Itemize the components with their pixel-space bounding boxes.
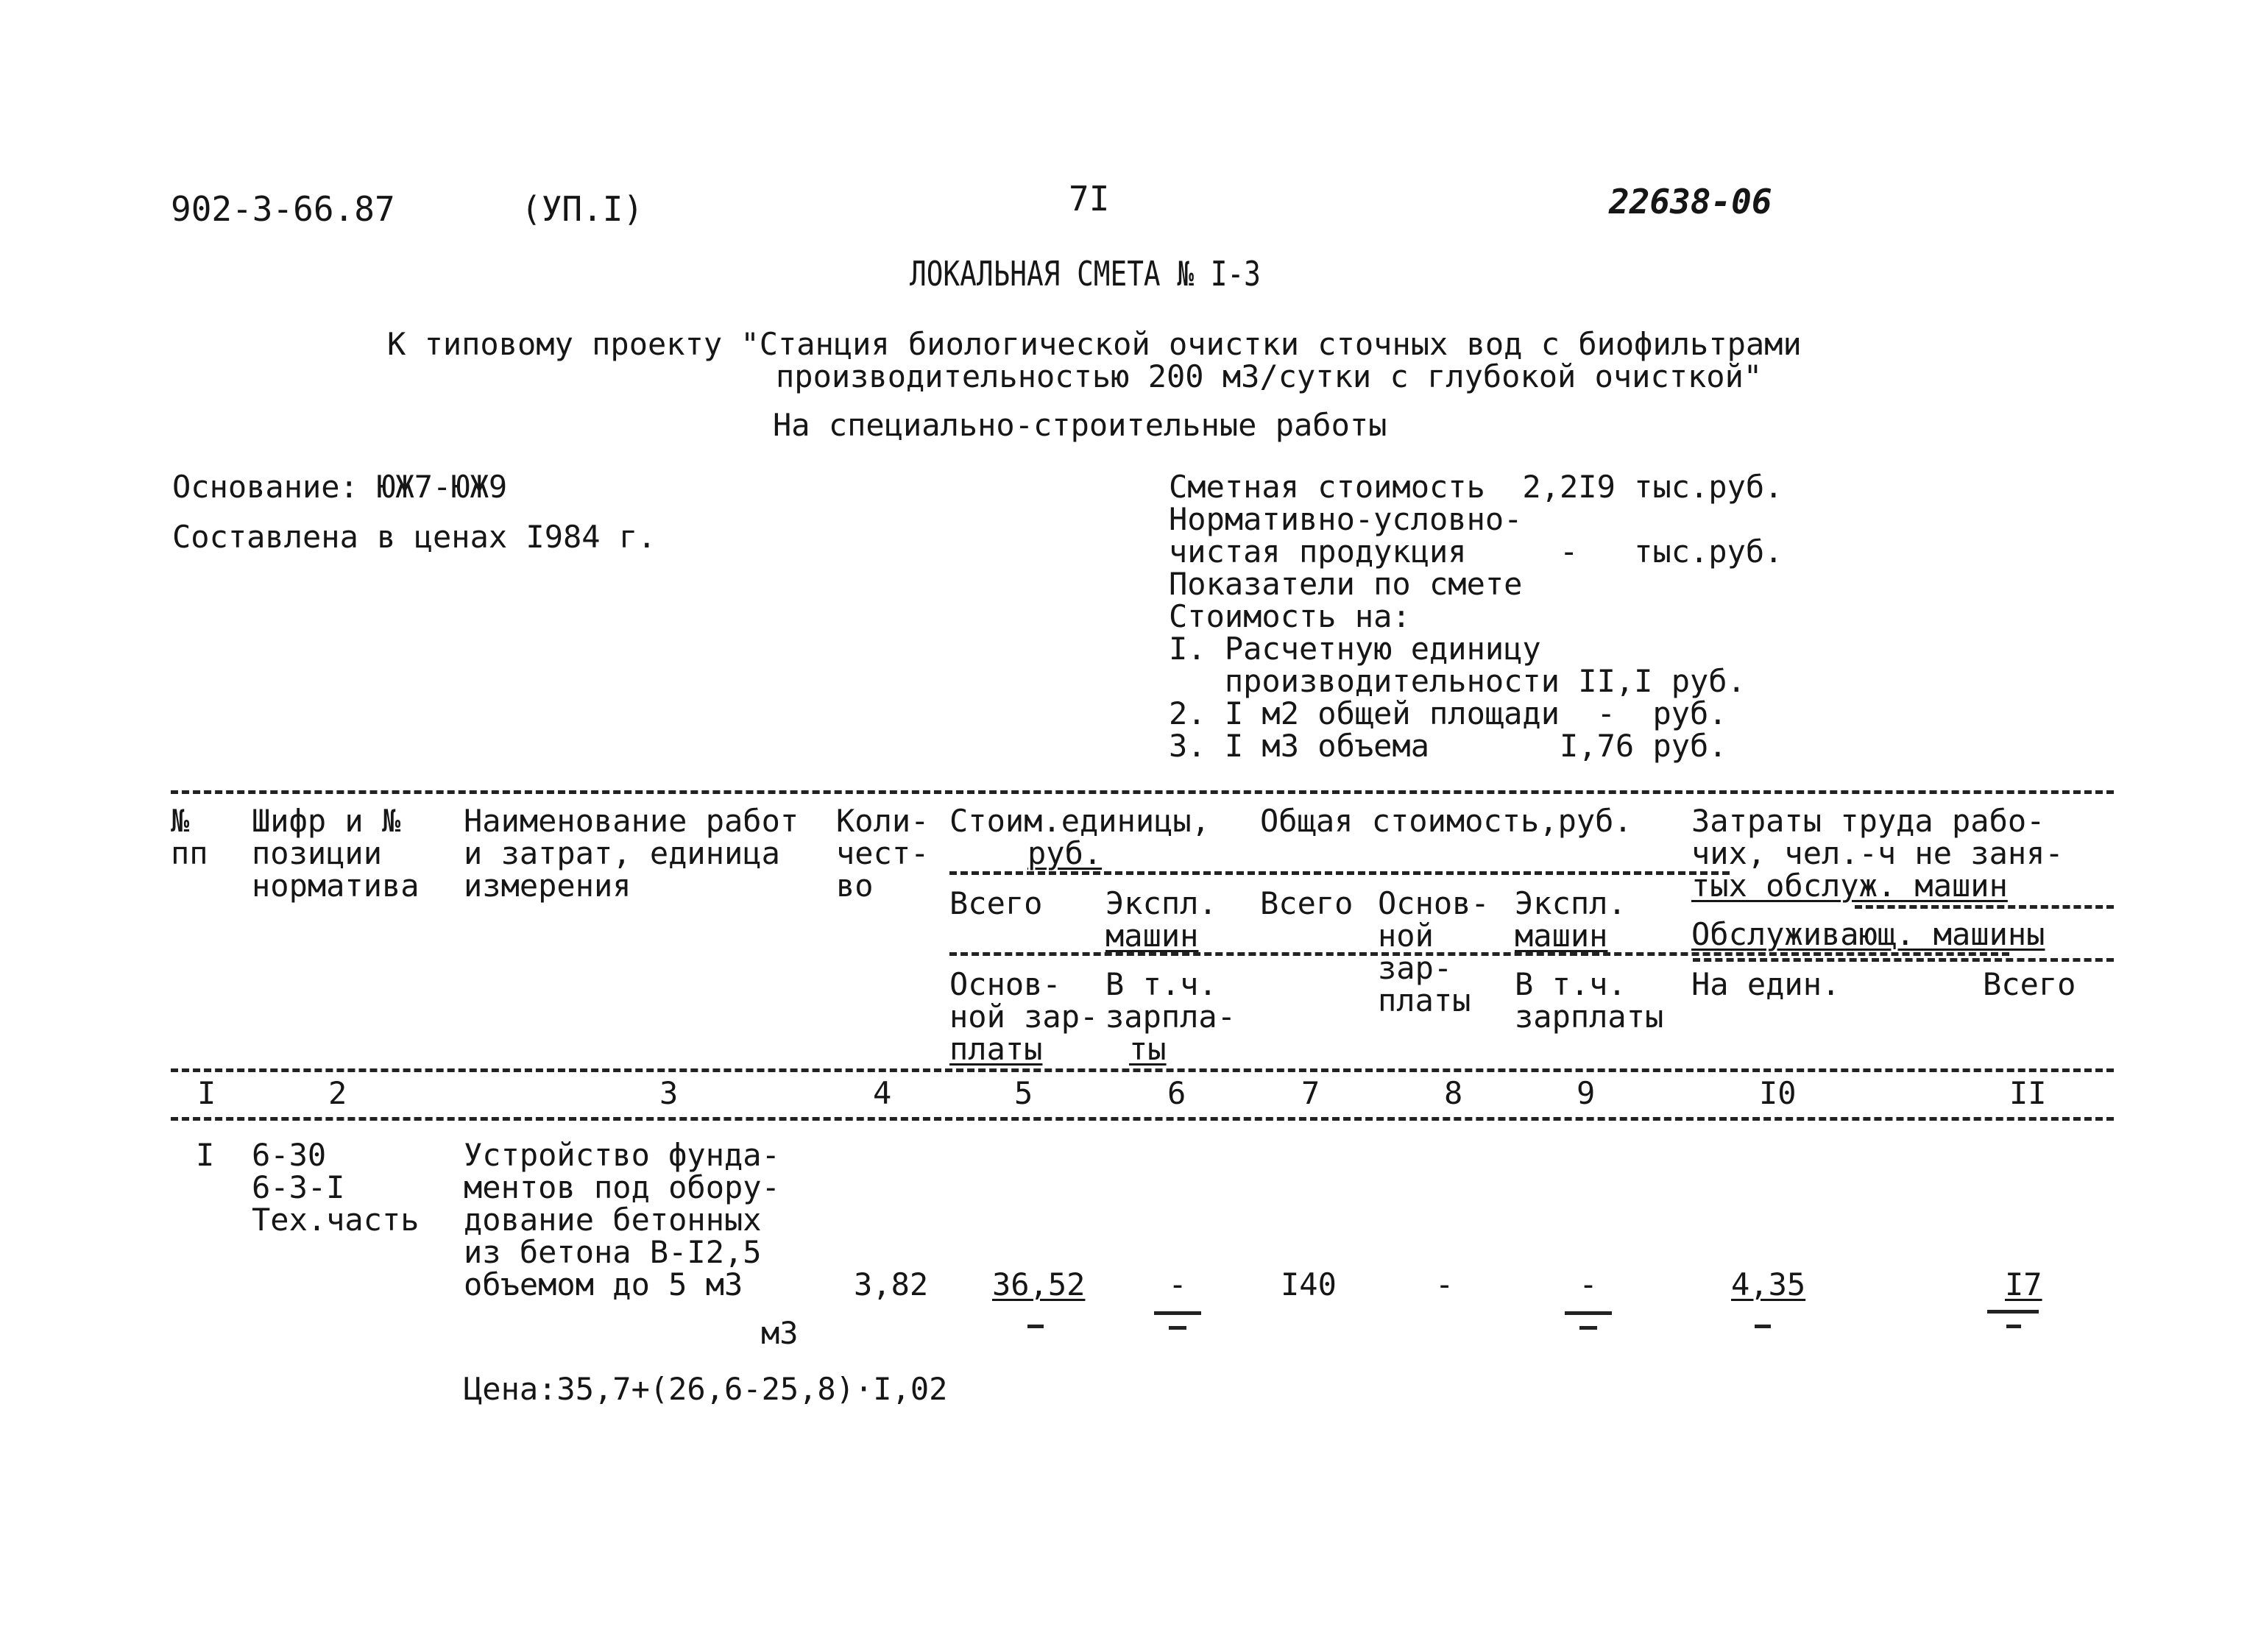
numbers-bottom-rule bbox=[171, 1117, 2114, 1121]
price-note: Цена:35,7+(26,6-25,8)·I,02 bbox=[464, 1371, 948, 1407]
summary-line: Показатели по смете bbox=[1169, 566, 1523, 602]
header-col6-bottom: В т.ч. bbox=[1105, 966, 1217, 1002]
fraction-blank-mark bbox=[1579, 1326, 1597, 1330]
header-bottom-rule bbox=[171, 1068, 2114, 1072]
header-col8: платы bbox=[1378, 982, 1471, 1018]
header-col8: ной bbox=[1378, 918, 1434, 954]
column-number: I0 bbox=[1759, 1075, 1797, 1111]
group-rule bbox=[1693, 958, 2114, 962]
header-code: позиции bbox=[252, 835, 383, 871]
column-number: II bbox=[2009, 1075, 2047, 1111]
row-name: дование бетонных bbox=[464, 1202, 762, 1238]
row-name: ментов под обору- bbox=[464, 1169, 780, 1205]
column-number: 4 bbox=[873, 1075, 892, 1111]
row-total-machines: - bbox=[1579, 1266, 1598, 1302]
column-number: 5 bbox=[1014, 1075, 1033, 1111]
header-col8: Основ- bbox=[1378, 885, 1490, 921]
header-num: пп bbox=[171, 835, 208, 871]
header-col6-top: Экспл. bbox=[1105, 885, 1217, 921]
column-number: 8 bbox=[1444, 1075, 1463, 1111]
summary-line: Стоимость на: bbox=[1169, 598, 1411, 634]
row-unit-total: 36,52 bbox=[992, 1266, 1086, 1302]
header-labor-group: тых обслуж. машин bbox=[1691, 868, 2008, 904]
row-unit: м3 bbox=[761, 1315, 799, 1351]
header-total-group: Общая стоимость,руб. bbox=[1260, 803, 1632, 839]
header-col10: На един. bbox=[1691, 966, 1841, 1002]
header-col5-bottom: Основ- bbox=[949, 966, 1061, 1002]
header-col9-bottom: В т.ч. bbox=[1515, 966, 1627, 1002]
header-unit-cost-group: Стоим.единицы, bbox=[949, 803, 1211, 839]
row-total: I40 bbox=[1281, 1266, 1337, 1302]
header-labor-sub: Обслуживающ. машины bbox=[1691, 916, 2045, 952]
header-code: норматива bbox=[252, 868, 420, 904]
column-number: 3 bbox=[659, 1075, 679, 1111]
column-number: 7 bbox=[1301, 1075, 1320, 1111]
row-code: 6-30 bbox=[252, 1137, 327, 1173]
summary-line: Сметная стоимость 2,2I9 тыс.руб. bbox=[1169, 469, 1783, 505]
header-col6-bottom: зарпла- bbox=[1105, 999, 1236, 1035]
summary-line: производительности II,I руб. bbox=[1169, 663, 1746, 699]
header-col7: Всего bbox=[1260, 885, 1354, 921]
header-col5-bottom: платы bbox=[949, 1031, 1043, 1067]
header-unit-cost-unit: руб. bbox=[1027, 835, 1103, 871]
row-name: из бетона В-I2,5 bbox=[464, 1234, 762, 1270]
fraction-bar bbox=[1565, 1311, 1612, 1315]
page-title: ЛОКАЛЬНАЯ СМЕТА № I-3 bbox=[910, 254, 1261, 294]
header-col6-bottom: ты bbox=[1129, 1031, 1167, 1067]
header-col8: зар- bbox=[1378, 950, 1453, 986]
header-name: измерения bbox=[464, 868, 631, 904]
project-title-line2: производительностью 200 м3/сутки с глубокой очисткой" bbox=[776, 358, 1763, 394]
row-quantity: 3,82 bbox=[854, 1266, 929, 1302]
page-number: 7I bbox=[1069, 179, 1110, 219]
summary-line: 3. I м3 объема I,76 руб. bbox=[1169, 728, 1727, 764]
summary-line: Нормативно-условно- bbox=[1169, 501, 1523, 537]
fraction-blank-mark bbox=[1169, 1326, 1186, 1330]
summary-line: чистая продукция - тыс.руб. bbox=[1169, 533, 1783, 570]
row-labor-total: I7 bbox=[2005, 1266, 2042, 1302]
header-col9-top: машин bbox=[1515, 918, 1608, 954]
header-col5-bottom: ной зар- bbox=[949, 999, 1099, 1035]
header-col9-bottom: зарплаты bbox=[1515, 999, 1664, 1035]
row-total-base-wage: - bbox=[1435, 1266, 1454, 1302]
document-code: 902-3-66.87 bbox=[171, 189, 395, 229]
column-number: I bbox=[197, 1075, 216, 1111]
header-qty: чест- bbox=[836, 835, 930, 871]
project-title-line1: К типовому проекту "Станция биологической очистки сточных вод с биофильтрами bbox=[387, 326, 1802, 362]
row-number: I bbox=[196, 1137, 215, 1173]
header-col6-top: машин bbox=[1105, 918, 1199, 954]
row-name: объемом до 5 м3 bbox=[464, 1266, 743, 1302]
archive-number: 22638-06 bbox=[1609, 182, 1772, 221]
fraction-bar bbox=[1154, 1311, 1201, 1315]
fraction-blank-mark bbox=[1755, 1325, 1771, 1328]
row-unit-machines: - bbox=[1168, 1266, 1187, 1302]
header-num: № bbox=[171, 803, 190, 839]
header-qty: Коли- bbox=[836, 803, 930, 839]
table-top-rule bbox=[171, 790, 2114, 794]
column-number: 9 bbox=[1577, 1075, 1596, 1111]
work-type: На специально-строительные работы bbox=[773, 407, 1387, 443]
row-code: Тех.часть bbox=[252, 1202, 420, 1238]
summary-line: I. Расчетную единицу bbox=[1169, 631, 1541, 667]
group-rule bbox=[949, 871, 1730, 875]
header-col11: Всего bbox=[1983, 966, 2076, 1002]
basis-label: Основание: ЮЖ7-ЮЖ9 bbox=[172, 469, 508, 505]
fraction-blank-mark bbox=[2006, 1325, 2021, 1328]
header-qty: во bbox=[836, 868, 874, 904]
column-number: 2 bbox=[328, 1075, 347, 1111]
album-number: (УП.I) bbox=[521, 189, 644, 229]
header-name: и затрат, единица bbox=[464, 835, 780, 871]
header-name: Наименование работ bbox=[464, 803, 799, 839]
column-number: 6 bbox=[1167, 1075, 1186, 1111]
row-name: Устройство фунда- bbox=[464, 1137, 780, 1173]
header-col5-top: Всего bbox=[949, 885, 1043, 921]
fraction-bar bbox=[1987, 1310, 2039, 1314]
summary-line: 2. I м2 общей площади - руб. bbox=[1169, 695, 1727, 731]
header-col9-top: Экспл. bbox=[1515, 885, 1627, 921]
header-labor-group: Затраты труда рабо- bbox=[1691, 803, 2045, 839]
row-labor-per-unit: 4,35 bbox=[1731, 1266, 1806, 1302]
group-rule bbox=[1855, 905, 2114, 909]
price-level: Составлена в ценах I984 г. bbox=[172, 519, 657, 555]
header-code: Шифр и № bbox=[252, 803, 401, 839]
fraction-blank-mark bbox=[1027, 1325, 1044, 1328]
row-code: 6-3-I bbox=[252, 1169, 345, 1205]
header-labor-group: чих, чел.-ч не заня- bbox=[1691, 835, 2064, 871]
